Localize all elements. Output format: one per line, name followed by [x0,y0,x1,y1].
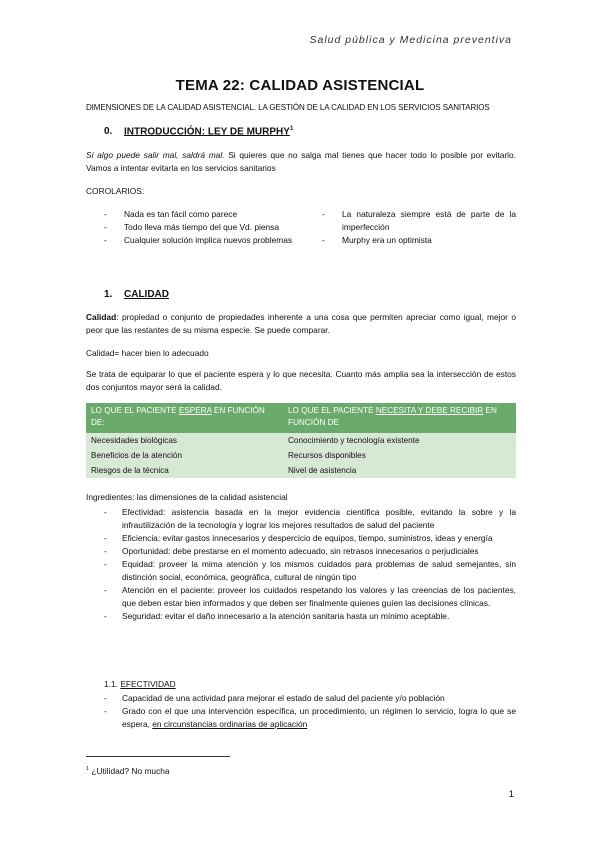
section-heading-calidad [104,289,169,300]
page-subtitle: DIMENSIONES DE LA CALIDAD ASISTENCIAL. LA GESTIÓN DE LA CALIDAD EN LOS SERVICIOS SANITARIOS [86,103,490,112]
quality-dimensions-list [102,506,516,623]
murphy-law-quote: Si algo puede salir mal, saldrá mal. [86,150,225,160]
list-item: - Todo lleva más tiempo del que Vd. piensa [102,221,320,234]
table-row [86,448,516,463]
table-cell: Nivel de asistencia [283,463,516,478]
section-title: CALIDAD [124,289,169,300]
subsection-title: EFECTIVIDAD [120,679,176,689]
list-item: - Cualquier solución implica nuevos problemas [102,234,320,247]
corolarios-list-left [102,208,320,247]
footnote-mark: 1 [86,766,90,773]
subsection-number: 1.1. [104,679,118,689]
page-number: 1 [508,789,514,800]
table-cell: Recursos disponibles [283,448,516,463]
footnote-reference: 1 [289,126,294,132]
page-title: TEMA 22: CALIDAD ASISTENCIAL [175,77,425,94]
list-item: - Efectividad: asistencia basada en la mejor evidencia científica posible, evitando la sobre y la infrautilización de la tecnología y lograr los mejores resultados de salud del paciente [102,506,516,532]
corolarios-list-right [320,208,516,247]
list-item: - Murphy era un optimista [320,234,516,247]
section-title: INTRODUCCIÓN: LEY DE MURPHY [124,126,290,138]
list-item: - Oportunidad: debe prestarse en el momento adecuado, sin retrasos innecesarios o perjudiciales [102,545,516,558]
footnote-separator [86,756,230,757]
section-heading-intro [104,126,293,137]
list-item: - Seguridad: evitar el daño innecesario a la atención sanitaria hasta un mínimo aceptable. [102,610,516,623]
list-item: - Nada es tan fácil como parece [102,208,320,221]
subsection-heading-efectividad [104,679,176,689]
definition-term: Calidad [86,312,117,322]
section-number: 0. [104,126,113,138]
table-row [86,433,516,448]
calidad-equation: Calidad= hacer bien lo adecuado [86,348,209,358]
table-row [86,463,516,478]
list-item: - Atención en el paciente: proveer los cuidados respetando los valores y las creencias de los pacientes, que deben estar bien informados y que deben ser finalmente quienes guíen las decisiones clínicas. [102,584,516,610]
running-header: Salud pública y Medicina preventiva [309,34,512,46]
table-header-necesita: LO QUE EL PACIENTE NECESITA Y DEBE RECIBIR EN FUNCIÓN DE [283,403,516,433]
calidad-definition [86,311,516,337]
footnote-text: ¿Utilidad? No mucha [91,766,170,776]
list-item: - Grado con el que una intervención específica, un procedimiento, un régimen lo servicio, logra lo que se espera, en circunstancias ordinarias de aplicación [102,705,516,731]
table-cell: Conocimiento y tecnología existente [283,433,516,448]
intro-paragraph [86,149,516,175]
calidad-explanation: Se trata de equiparar lo que el paciente espera y lo que necesita. Cuanto más amplia sea la intersección de estos dos conjuntos mayor será la calidad. [86,369,516,392]
table-cell: Riesgos de la técnica [86,463,283,478]
corolarios-label: COROLARIOS: [86,186,145,196]
section-number: 1. [104,289,113,300]
list-item: - Equidad: proveer la mima atención y los mismos cuidados para problemas de salud semejantes, sin distinción social, económica, geográfica, cultural de ningún tipo [102,558,516,584]
table-header-row [86,403,516,433]
ingredients-label: Ingredientes: las dimensiones de la calidad asistencial [86,492,288,502]
footnote [86,766,170,776]
expectation-need-table [86,403,516,478]
list-item: - Eficiencia: evitar gastos innecesarios y despercicio de equipos, tiempo, suministros, ideas y energía [102,532,516,545]
list-item: - Capacidad de una actividad para mejorar el estado de salud del paciente y/o población [102,692,516,705]
efectividad-list [102,692,516,731]
definition-text: : propiedad o conjunto de propiedades inherente a una cosa que permiten apreciar como igual, mejor o peor que las restantes de su misma especie. Se puede comparar. [86,312,516,335]
list-item: - La naturaleza siempre está de parte de la imperfección [320,208,516,234]
intro-text: Si quieres que no salga mal tienes que hacer todo lo posible por evitarlo. Vamos a intentar evitarla en los servicios sanitarios [86,150,516,173]
table-cell: Necesidades biológicas [86,433,283,448]
table-cell: Beneficios de la atención [86,448,283,463]
table-header-espera: LO QUE EL PACIENTE ESPERA EN FUNCIÓN DE: [86,403,283,433]
